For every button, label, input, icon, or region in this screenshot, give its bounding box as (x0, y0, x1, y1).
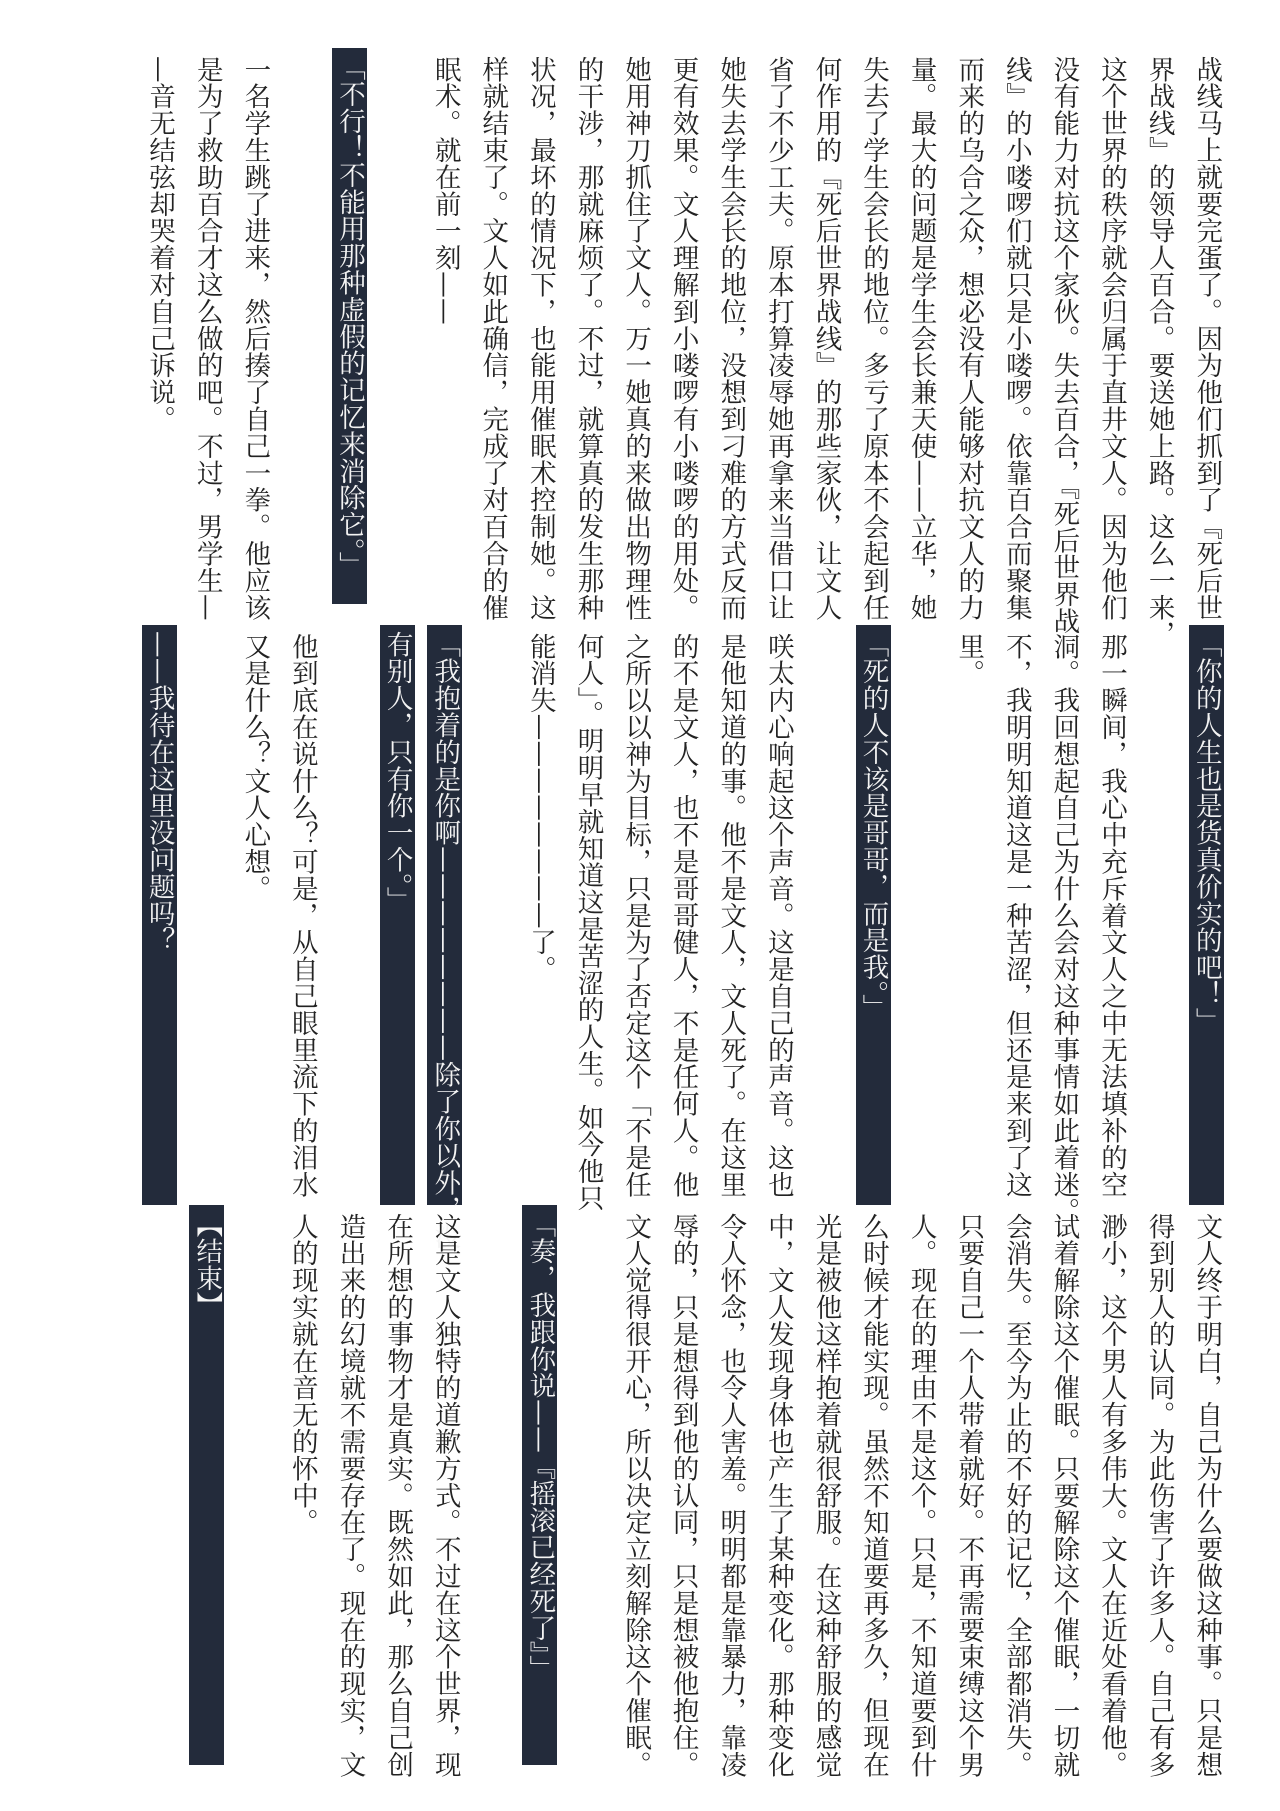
text-column (849, 56, 897, 621)
highlighted-quote-text: 「不行！不能用那种虚假的记忆来消除它。」 (332, 48, 367, 604)
column-text: 之所以以神为目标，只是为了否定这个「不是任 (620, 633, 652, 1198)
text-column (706, 633, 754, 1205)
text-column (944, 633, 992, 1205)
highlighted-quote-text: 有别人，只有你一个。」 (380, 625, 415, 1205)
text-column (754, 1213, 802, 1778)
text-column (516, 633, 564, 1205)
highlighted-quote-text: 「死的人不该是哥哥，而是我。」 (856, 625, 891, 1205)
text-column (611, 56, 659, 621)
column-text: 里。 (953, 633, 985, 687)
column-text: 么时候才能实现。虽然不知道要再多久，但现在 (858, 1213, 890, 1778)
column-text: 中，文人发现身体也产生了某种变化。那种变化 (762, 1213, 794, 1778)
column-spacer (802, 633, 850, 1205)
highlighted-quote-column (421, 631, 469, 1250)
text-column (1087, 56, 1135, 621)
column-text: 文人觉得很开心，所以决定立刻解除这个催眠。 (620, 1213, 652, 1778)
column-text: 是为了救助百合才这么做的吧。不过，男学生— (191, 56, 223, 621)
text-column (611, 1213, 659, 1778)
column-text: 得到别人的认同。为此伤害了许多人。自己有多 (1143, 1213, 1175, 1778)
text-column (373, 1213, 421, 1778)
text-column (897, 1213, 945, 1778)
text-column (278, 633, 326, 1205)
column-text: 她失去学生会长的地位，没想到刁难的方式反而 (715, 56, 747, 621)
column-text: 洞。我回想起自己为什么会对这种事情如此着迷。 (1048, 633, 1080, 1225)
text-block-top (135, 54, 1230, 648)
text-column (1040, 633, 1088, 1225)
text-column (1135, 56, 1183, 648)
column-text: 样就结束了。文人如此确信，完成了对百合的催 (477, 56, 509, 621)
column-text: —音无结弦却哭着对自己诉说。 (144, 56, 176, 433)
column-spacer (469, 633, 517, 1205)
column-text: 渺小，这个男人有多伟大。文人在近处看着他。 (1096, 1213, 1128, 1778)
text-column (421, 56, 469, 604)
column-text: 的不是文人，也不是哥哥健人，不是任何人。他 (667, 633, 699, 1198)
highlighted-quote-text: 「我抱着的是你啊————————除了你以外，没 (427, 625, 462, 1205)
text-column (1087, 1213, 1135, 1778)
column-text: 令人怀念，也令人害羞。明明都是靠暴力，靠凌 (715, 1213, 747, 1778)
text-column (135, 56, 183, 604)
text-column (992, 1213, 1040, 1778)
text-column (326, 1213, 374, 1778)
column-text: 战线马上就要完蛋了。因为他们抓到了『死后世 (1191, 56, 1223, 621)
column-text: 是他知道的事。他不是文人，文人死了。在这里 (715, 633, 747, 1198)
text-column (992, 633, 1040, 1205)
text-column (754, 56, 802, 621)
text-column (278, 1213, 326, 1765)
text-column (516, 56, 564, 621)
text-column (754, 633, 802, 1205)
column-text: 省了不少工夫。原本打算凌辱她再拿来当借口让 (762, 56, 794, 621)
text-column (564, 56, 612, 621)
text-column (706, 56, 754, 621)
text-column (802, 1213, 850, 1778)
text-column (659, 1213, 707, 1778)
column-text: 她用神刀抓住了文人。万一她真的来做出物理性 (620, 56, 652, 621)
column-text: 那一瞬间，我心中充斥着文人之中无法填补的空 (1096, 633, 1128, 1198)
column-text: 造出来的幻境就不需要存在了。现在的现实，文 (334, 1213, 366, 1778)
text-column (897, 56, 945, 621)
column-text: 这个世界的秩序就会归属于直井文人。因为他们 (1096, 56, 1128, 621)
highlighted-quote-text: ——我待在这里没问题吗？ (142, 625, 177, 1205)
highlighted-quote-text: 「你的人生也是货真价实的吧！」 (1189, 625, 1224, 1205)
column-text: 而来的乌合之众，想必没有人能够对抗文人的力 (953, 56, 985, 621)
column-text: 辱的，只是想得到他的认同，只是想被他抱住。 (667, 1213, 699, 1778)
text-column (1182, 56, 1230, 621)
column-text: 能消失————————了。 (524, 633, 556, 983)
column-text: 界战线』的领导人百合。要送她上路。这么一来， (1143, 56, 1175, 648)
column-spacer (469, 1213, 517, 1765)
column-text: 没有能力对抗这个家伙。失去百合，『死后世界战 (1048, 56, 1080, 635)
text-block-middle (135, 631, 1230, 1250)
column-text: 只要自己一个人带着就好。不再需要束缚这个男 (953, 1213, 985, 1778)
column-text: 咲太内心响起这个声音。这是自己的声音。这也 (762, 633, 794, 1198)
text-column (1087, 633, 1135, 1205)
text-column (1040, 1213, 1088, 1778)
column-text: 这是文人独特的道歉方式。不过在这个世界，现 (429, 1213, 461, 1778)
column-text: 不，我明明知道这是一种苦涩，但还是来到了这 (1000, 633, 1032, 1198)
highlighted-quote-column (849, 633, 897, 1205)
column-spacer (1135, 633, 1183, 1205)
highlighted-quote-column (135, 633, 183, 1205)
text-column (611, 633, 659, 1205)
highlighted-quote-text: 【结束】 (189, 1205, 224, 1765)
text-column (992, 56, 1040, 621)
text-column (802, 56, 850, 621)
text-column (659, 56, 707, 621)
text-column (1040, 56, 1088, 635)
column-text: 何人」。明明早就知道这是苦涩的人生。如今他只 (572, 633, 604, 1212)
column-text: 量。最大的问题是学生会长兼天使——立华，她 (905, 56, 937, 621)
column-text: 状况，最坏的情况下，也能用催眠术控制她。这 (524, 56, 556, 621)
column-spacer (326, 633, 374, 1205)
column-text: 何作用的『死后世界战线』的那些家伙，让文人 (810, 56, 842, 621)
text-column (944, 1213, 992, 1778)
column-text: 人。现在的理由不是这个。只是，不知道要到什 (905, 1213, 937, 1778)
highlighted-quote-text: 「奏，我跟你说——『摇滚已经死了』」 (522, 1205, 557, 1765)
column-text: 一名学生跳了进来，然后揍了自己一拳。他应该 (239, 56, 271, 621)
text-column (231, 56, 279, 621)
text-column (231, 633, 279, 1205)
highlighted-quote-column (516, 1213, 564, 1765)
column-spacer (183, 633, 231, 1205)
text-column (564, 633, 612, 1212)
text-column (944, 56, 992, 621)
column-text: 他到底在说什么？可是，从自己眼里流下的泪水 (286, 633, 318, 1198)
column-text: 光是被他这样抱着就很舒服。在这种舒服的感觉 (810, 1213, 842, 1778)
text-column (421, 1213, 469, 1778)
column-text: 失去了学生会长的地位。多亏了原本不会起到任 (858, 56, 890, 621)
text-column (1135, 1213, 1183, 1778)
column-text: 更有效果。文人理解到小喽啰有小喽啰的用处。 (667, 56, 699, 621)
column-text: 会消失。至今为止的不好的记忆，全部都消失。 (1000, 1213, 1032, 1778)
highlighted-quote-column (326, 56, 374, 604)
text-column (706, 1213, 754, 1778)
text-column (659, 633, 707, 1205)
column-text: 文人终于明白，自己为什么要做这种事。只是想 (1191, 1213, 1223, 1778)
column-text: 人的现实就在音无的怀中。 (286, 1213, 318, 1536)
highlighted-quote-column (1182, 633, 1230, 1205)
text-column (849, 1213, 897, 1778)
column-spacer (231, 1213, 279, 1765)
column-spacer (278, 56, 326, 604)
highlighted-quote-column (373, 633, 421, 1205)
text-column (1182, 1213, 1230, 1778)
text-block-bottom (183, 1211, 1230, 1778)
highlighted-quote-column (183, 1213, 231, 1765)
column-spacer (897, 633, 945, 1205)
column-text: 眠术。就在前一刻—— (429, 56, 461, 325)
column-text: 在所想的事物才是真实。既然如此，那么自己创 (382, 1213, 414, 1778)
column-text: 线』的小喽啰们就只是小喽啰。依靠百合而聚集 (1000, 56, 1032, 621)
column-text: 的干涉，那就麻烦了。不过，就算真的发生那种 (572, 56, 604, 621)
text-column (183, 56, 231, 621)
column-spacer (564, 1213, 612, 1765)
column-text: 又是什么？文人心想。 (239, 633, 271, 902)
column-spacer (373, 56, 421, 604)
column-text: 试着解除这个催眠。只要解除这个催眠，一切就 (1048, 1213, 1080, 1778)
text-column (469, 56, 517, 621)
